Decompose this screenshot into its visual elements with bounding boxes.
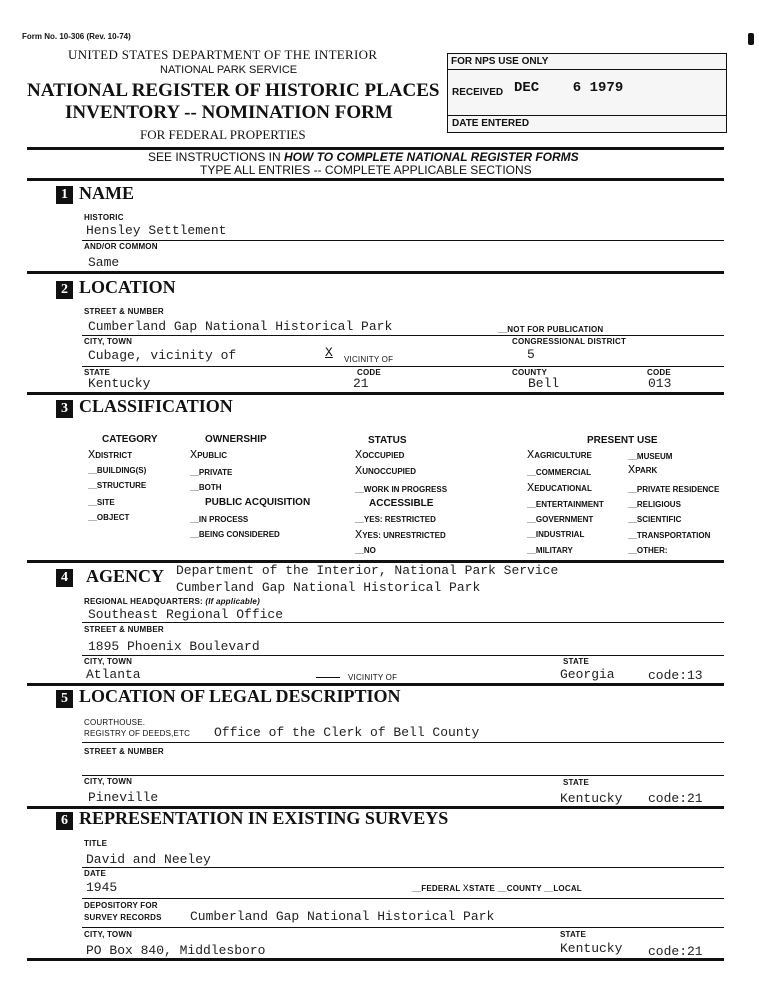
option-label: BEING CONSIDERED	[198, 530, 280, 539]
rule-street	[82, 335, 724, 336]
federal-option[interactable]: __FEDERAL	[412, 884, 461, 893]
survey-level-options	[412, 884, 582, 895]
option-label: EDUCATIONAL	[534, 484, 592, 493]
ownership-option[interactable]: __BOTH	[190, 483, 222, 492]
agency-street-label: STREET & NUMBER	[84, 625, 164, 634]
survey-state-label: STATE	[560, 930, 587, 939]
rule-survey-title	[82, 867, 724, 868]
acquisition-option[interactable]: __BEING CONSIDERED	[190, 530, 280, 539]
vicinity-blank	[316, 677, 340, 678]
rule-registry	[82, 742, 724, 743]
section-3-number: 3	[56, 400, 73, 418]
survey-date-value: 1945	[86, 880, 118, 895]
checkbox-mark: X	[527, 481, 535, 495]
agency-name: Department of the Interior, National Park Service	[176, 563, 559, 578]
rule-depository	[82, 927, 724, 928]
checkbox-mark: X	[355, 528, 363, 542]
category-option[interactable]: __OBJECT	[88, 513, 130, 522]
option-label: PRIVATE	[198, 468, 233, 477]
rule-section-6-end	[27, 958, 724, 961]
survey-city-value: PO Box 840, Middlesboro	[86, 943, 266, 958]
county-label: COUNTY	[512, 368, 547, 377]
section-4-title: AGENCY	[86, 566, 165, 586]
option-label: COMMERCIAL	[535, 468, 592, 477]
section-5-title: LOCATION OF LEGAL DESCRIPTION	[79, 686, 401, 706]
state-code-value: 21	[353, 376, 369, 391]
section-2-title: LOCATION	[79, 277, 176, 297]
rule-historic	[82, 240, 724, 241]
county-code-label: CODE	[647, 368, 671, 377]
survey-state-value: Kentucky	[560, 941, 623, 956]
option-label: STATE	[468, 884, 496, 893]
form-title-line1: NATIONAL REGISTER OF HISTORIC PLACES	[27, 80, 440, 101]
checkbox-mark: X	[88, 448, 96, 462]
agency-state-label: STATE	[563, 657, 590, 666]
accessible-option[interactable]: __NO	[355, 546, 376, 555]
status-option[interactable]	[355, 464, 416, 478]
present-use-option[interactable]: __SCIENTIFIC	[628, 515, 682, 524]
received-date: DEC 6 1979	[514, 80, 624, 96]
state-option[interactable]	[463, 884, 495, 893]
legal-city-value: Pineville	[88, 790, 159, 805]
option-label: PUBLIC	[197, 451, 227, 460]
agency-vicinity-label: VICINITY OF	[348, 673, 398, 682]
agency-state-code: code:13	[648, 668, 703, 683]
vicinity-label: VICINITY OF	[344, 355, 394, 364]
option-label: BOTH	[198, 483, 222, 492]
congressional-value: 5	[527, 347, 535, 362]
street-label: STREET & NUMBER	[84, 307, 164, 316]
survey-records-label: SURVEY RECORDS	[84, 913, 162, 922]
margin-mark	[748, 33, 754, 45]
survey-state-code: code:21	[648, 944, 703, 959]
section-1-title: NAME	[79, 183, 134, 203]
option-label: SITE	[96, 498, 115, 507]
form-number: Form No. 10-306 (Rev. 10-74)	[22, 32, 131, 41]
category-option[interactable]	[88, 448, 132, 462]
option-label: DISTRICT	[95, 451, 133, 460]
option-label: YES: UNRESTRICTED	[362, 531, 446, 540]
not-for-publication: __NOT FOR PUBLICATION	[498, 325, 604, 334]
checkbox-mark: X	[462, 884, 469, 895]
option-label: YES: RESTRICTED	[363, 515, 436, 524]
nps-use-label: FOR NPS USE ONLY	[451, 56, 549, 67]
nps-divider-2	[448, 115, 726, 116]
rule-section-1-end	[27, 271, 724, 274]
option-label: UNOCCUPIED	[362, 467, 416, 476]
survey-title-value: David and Neeley	[86, 852, 211, 867]
common-label: AND/OR COMMON	[84, 242, 158, 251]
city-value: Cubage, vicinity of	[88, 348, 237, 363]
accessible-header: ACCESSIBLE	[369, 498, 434, 509]
courthouse-label: COURTHOUSE.	[84, 718, 146, 727]
regional-hq-value: Southeast Regional Office	[88, 607, 284, 622]
option-label: STRUCTURE	[96, 481, 147, 490]
local-option[interactable]: __LOCAL	[544, 884, 582, 893]
street-value: Cumberland Gap National Historical Park	[88, 319, 393, 334]
option-label: INDUSTRIAL	[535, 530, 585, 539]
rule-agency-street	[82, 655, 724, 656]
accessible-option[interactable]	[355, 528, 446, 542]
county-option[interactable]: __COUNTY	[497, 884, 542, 893]
regional-hq-label	[84, 597, 260, 606]
regional-hq-text: REGIONAL HEADQUARTERS:	[84, 597, 203, 606]
present-use-option[interactable]: __MILITARY	[527, 546, 573, 555]
present-use-header: PRESENT USE	[587, 435, 658, 446]
option-label: GOVERNMENT	[535, 515, 594, 524]
option-label: TRANSPORTATION	[636, 531, 711, 540]
legal-street-label: STREET & NUMBER	[84, 747, 164, 756]
instructions-line1	[148, 150, 579, 164]
nps-use-box	[447, 53, 727, 133]
checkbox-mark: X	[355, 448, 363, 462]
survey-city-label: CITY, TOWN	[84, 930, 133, 939]
rule-legal-street	[82, 775, 724, 776]
survey-title-label: TITLE	[84, 839, 108, 848]
public-acquisition-header: PUBLIC ACQUISITION	[205, 497, 311, 508]
checkbox-mark: X	[628, 463, 636, 477]
option-label: RELIGIOUS	[636, 500, 681, 509]
depository-label: DEPOSITORY FOR	[84, 901, 158, 910]
option-label: OCCUPIED	[362, 451, 405, 460]
county-code-value: 013	[648, 376, 672, 391]
option-label: WORK IN PROGRESS	[363, 485, 448, 494]
vicinity-check: X	[325, 345, 333, 360]
rule-city	[82, 366, 724, 367]
regional-hq-applicable: (If applicable)	[205, 597, 260, 606]
checkbox-mark: X	[355, 464, 363, 478]
option-label: BUILDING(S)	[96, 466, 147, 475]
county-value: Bell	[528, 376, 560, 391]
rule-survey-date	[82, 898, 724, 899]
received-label: RECEIVED	[452, 87, 504, 98]
department-heading: UNITED STATES DEPARTMENT OF THE INTERIOR	[68, 47, 378, 62]
category-header: CATEGORY	[102, 434, 158, 445]
state-value: Kentucky	[88, 376, 151, 391]
option-label: OBJECT	[96, 513, 130, 522]
option-label: PRIVATE RESIDENCE	[636, 485, 720, 494]
section-6-title: REPRESENTATION IN EXISTING SURVEYS	[79, 808, 449, 828]
present-use-option[interactable]: __MUSEUM	[628, 452, 673, 461]
survey-date-label: DATE	[84, 869, 106, 878]
present-use-option[interactable]: __PRIVATE RESIDENCE	[628, 485, 720, 494]
service-heading: NATIONAL PARK SERVICE	[160, 64, 298, 76]
category-option[interactable]: __BUILDING(S)	[88, 466, 147, 475]
registry-value: Office of the Clerk of Bell County	[214, 725, 480, 740]
category-option[interactable]: __STRUCTURE	[88, 481, 147, 490]
instructions-guide-title: HOW TO COMPLETE NATIONAL REGISTER FORMS	[284, 150, 579, 164]
form-title-line2: INVENTORY -- NOMINATION FORM	[65, 102, 393, 123]
present-use-option[interactable]: __OTHER:	[628, 546, 668, 555]
accessible-option[interactable]: __YES: RESTRICTED	[355, 515, 436, 524]
section-1-number: 1	[56, 186, 73, 204]
status-header: STATUS	[368, 435, 407, 446]
header-rule-bottom	[27, 178, 724, 181]
legal-state-code: code:21	[648, 791, 703, 806]
historic-name: Hensley Settlement	[86, 223, 227, 238]
status-option[interactable]	[355, 448, 404, 462]
agency-state-value: Georgia	[560, 667, 615, 682]
section-5-number: 5	[56, 690, 73, 708]
present-use-option[interactable]	[527, 448, 592, 462]
section-3-title: CLASSIFICATION	[79, 396, 233, 416]
agency-unit: Cumberland Gap National Historical Park	[176, 580, 481, 595]
option-label: AGRICULTURE	[534, 451, 592, 460]
option-label: IN PROCESS	[198, 515, 249, 524]
nps-divider-1	[448, 69, 726, 70]
section-2-number: 2	[56, 281, 73, 299]
state-code-label: CODE	[357, 368, 381, 377]
ownership-option[interactable]	[190, 448, 227, 462]
present-use-option[interactable]	[628, 463, 657, 477]
checkbox-mark: X	[527, 448, 535, 462]
present-use-option[interactable]: __GOVERNMENT	[527, 515, 594, 524]
legal-state-label: STATE	[563, 778, 590, 787]
city-label: CITY, TOWN	[84, 337, 133, 346]
agency-street-value: 1895 Phoenix Boulevard	[88, 639, 260, 654]
depository-value: Cumberland Gap National Historical Park	[190, 909, 495, 924]
ownership-header: OWNERSHIP	[205, 434, 267, 445]
option-label: NO	[363, 546, 376, 555]
present-use-option[interactable]: __ENTERTAINMENT	[527, 500, 604, 509]
rule-section-2-end	[27, 392, 724, 395]
instructions-prefix: SEE INSTRUCTIONS IN	[148, 150, 285, 164]
present-use-option[interactable]: __TRANSPORTATION	[628, 531, 711, 540]
section-4-number: 4	[56, 569, 73, 587]
agency-city-label: CITY, TOWN	[84, 657, 133, 666]
option-label: MILITARY	[535, 546, 573, 555]
option-label: MUSEUM	[636, 452, 673, 461]
congressional-label: CONGRESSIONAL DISTRICT	[512, 337, 627, 346]
state-label: STATE	[84, 368, 111, 377]
agency-city-value: Atlanta	[86, 667, 141, 682]
option-label: OTHER:	[636, 546, 668, 555]
legal-state-value: Kentucky	[560, 791, 623, 806]
date-entered-label: DATE ENTERED	[452, 118, 530, 129]
option-label: SCIENTIFIC	[636, 515, 682, 524]
status-option[interactable]: __WORK IN PROGRESS	[355, 485, 448, 494]
checkbox-mark: X	[190, 448, 198, 462]
option-label: ENTERTAINMENT	[535, 500, 604, 509]
category-option[interactable]: __SITE	[88, 498, 115, 507]
present-use-option[interactable]	[527, 481, 592, 495]
common-name: Same	[88, 255, 120, 270]
acquisition-option[interactable]: __IN PROCESS	[190, 515, 249, 524]
ownership-option[interactable]: __PRIVATE	[190, 468, 233, 477]
instructions-line2: TYPE ALL ENTRIES -- COMPLETE APPLICABLE SECTIONS	[200, 163, 532, 177]
legal-city-label: CITY, TOWN	[84, 777, 133, 786]
present-use-option[interactable]: __INDUSTRIAL	[527, 530, 585, 539]
form-subtitle: FOR FEDERAL PROPERTIES	[140, 127, 306, 142]
option-label: PARK	[635, 466, 658, 475]
present-use-option[interactable]: __RELIGIOUS	[628, 500, 681, 509]
section-6-number: 6	[56, 812, 73, 830]
rule-hq	[82, 622, 724, 623]
registry-label: REGISTRY OF DEEDS,ETC	[84, 729, 191, 738]
present-use-option[interactable]: __COMMERCIAL	[527, 468, 592, 477]
historic-label: HISTORIC	[84, 213, 124, 222]
